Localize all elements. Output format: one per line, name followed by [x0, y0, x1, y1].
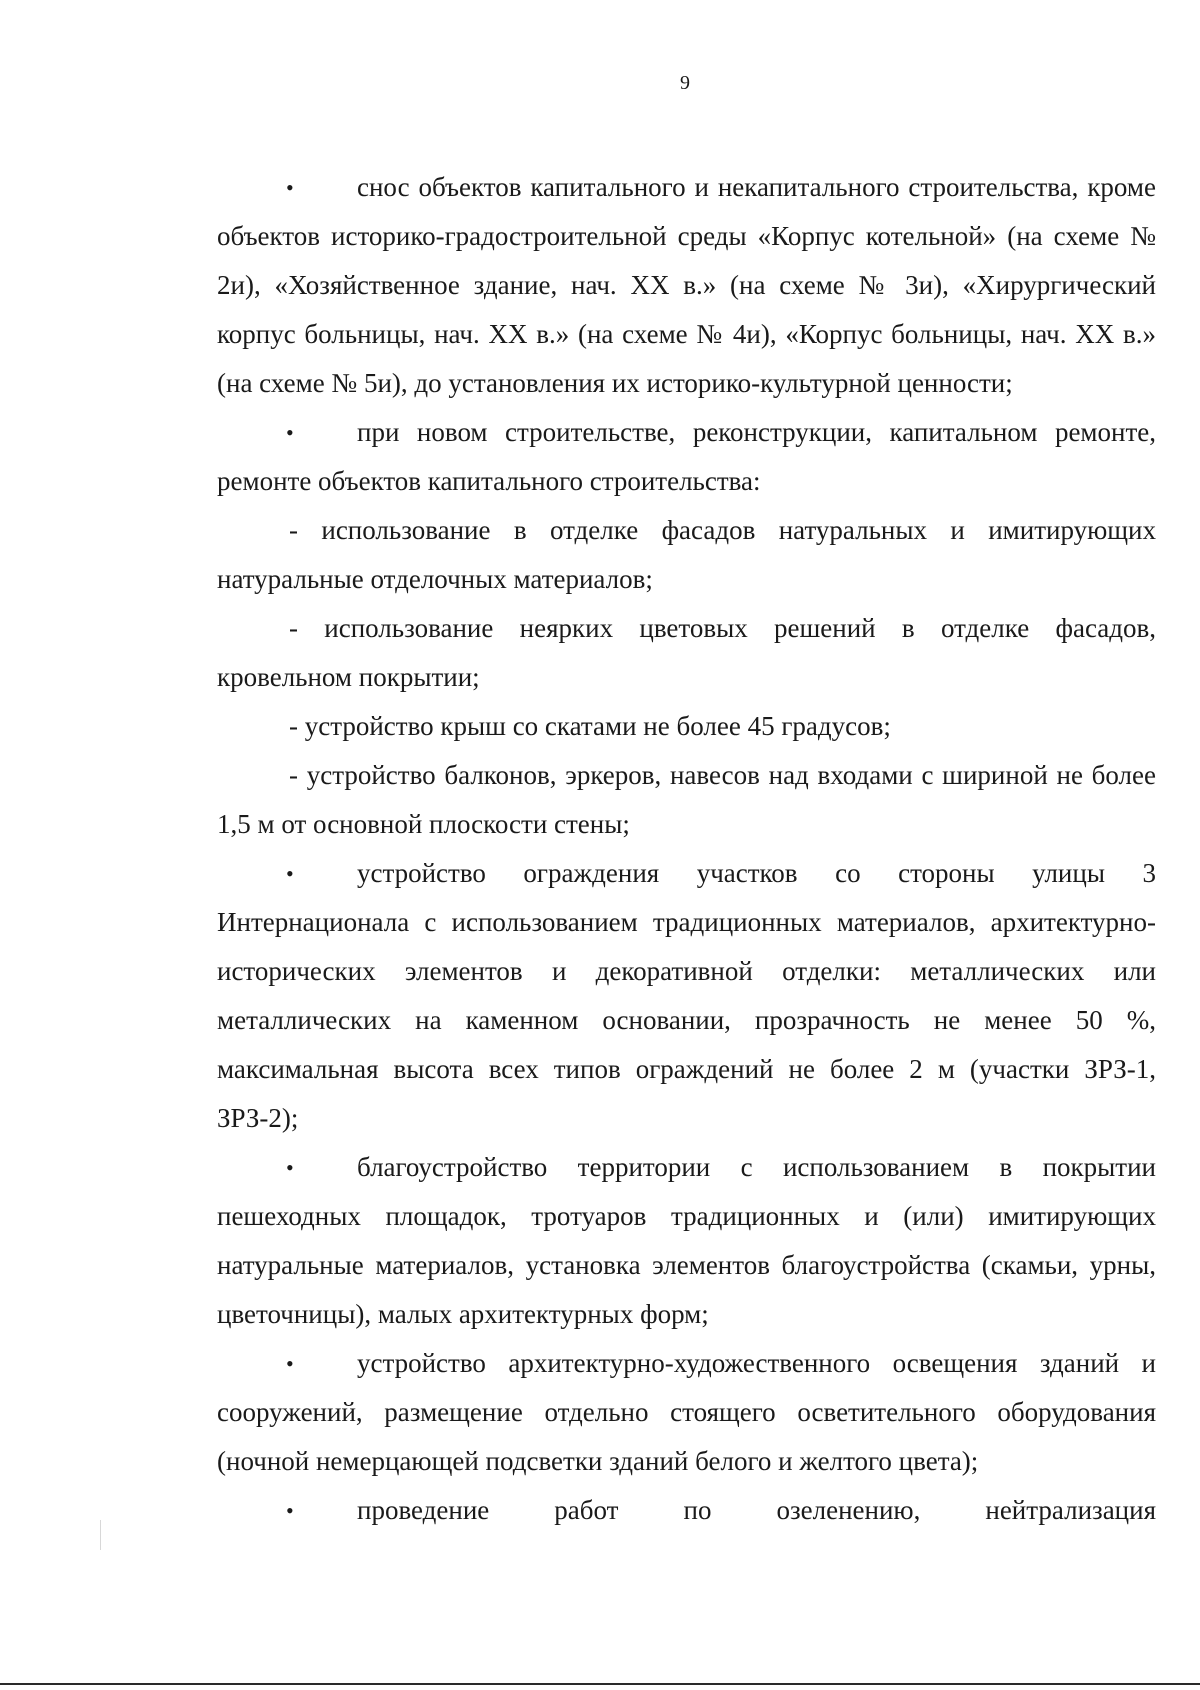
bullet-icon: • [286, 1351, 294, 1376]
sub-item-color-solutions: - использование неярких цветовых решений в отделке фасадов, кровельном покрытии; [217, 613, 1156, 692]
list-item-greening [217, 1486, 1156, 1535]
list-item-fencing [217, 849, 1156, 1143]
list-item-text: проведение работ по озеленению, нейтрализация [357, 1495, 1156, 1525]
bullet-icon: • [286, 1155, 294, 1180]
list-item-text: снос объектов капитального и некапитального строительства, кроме объектов историко-градостроительной среды «Корпус котельной» (на схеме № 2и), «Хозяйственное здание, нач. XX в.» (на схеме № 3и), «Хирургический корпус больницы, нач. XX в.» (на схеме № 4и), «Корпус больницы, нач. XX в.» (на схеме № 5и), до установления их историко-культурной ценности; [217, 172, 1156, 398]
list-item-text: при новом строительстве, реконструкции, капитальном ремонте, ремонте объектов капитального строительства: [217, 417, 1156, 496]
list-item-text: благоустройство территории с использованием в покрытии пешеходных площадок, тротуаров традиционных и (или) имитирующих натуральные материалов, установка элементов благоустройства (скамьи, урны, цветочницы), малых архитектурных форм; [217, 1152, 1156, 1329]
bullet-icon: • [286, 420, 294, 445]
list-item-landscaping [217, 1143, 1156, 1339]
list-item-lighting [217, 1339, 1156, 1486]
list-item-demolition [217, 163, 1156, 408]
bullet-icon: • [286, 175, 294, 200]
list-item-construction [217, 408, 1156, 506]
document-body [217, 163, 1156, 1535]
page-bottom-edge [0, 1683, 1200, 1685]
sub-item-facade-materials: - использование в отделке фасадов натуральных и имитирующих натуральные отделочных материалов; [217, 515, 1156, 594]
bullet-icon: • [286, 1498, 294, 1523]
scan-artifact [100, 1520, 101, 1550]
list-item-text: устройство архитектурно-художественного освещения зданий и сооружений, размещение отдельно стоящего осветительного оборудования (ночной немерцающей подсветки зданий белого и желтого цвета); [217, 1348, 1156, 1476]
sub-item-balconies: - устройство балконов, эркеров, навесов над входами с шириной не более 1,5 м от основной плоскости стены; [217, 760, 1156, 839]
list-item-text: устройство ограждения участков со стороны улицы 3 Интернационала с использованием традиционных материалов, архитектурно-исторических элементов и декоративной отделки: металлических или металлических на каменном основании, прозрачность не менее 50 %, максимальная высота всех типов ограждений не более 2 м (участки ЗРЗ-1, ЗРЗ-2); [217, 858, 1156, 1133]
page-number: 9 [680, 72, 690, 94]
sub-item-roof-slopes: - устройство крыш со скатами не более 45 градусов; [289, 711, 891, 741]
bullet-icon: • [286, 861, 294, 886]
